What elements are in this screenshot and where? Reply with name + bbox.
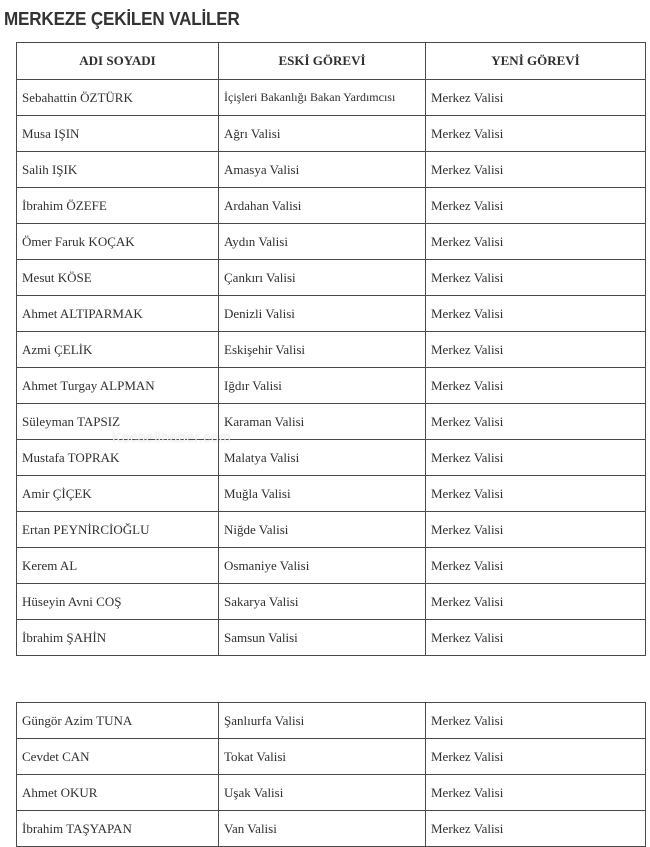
table-row: [17, 775, 646, 811]
cell-old-position: Niğde Valisi: [219, 512, 426, 548]
cell-name: Mustafa TOPRAK: [17, 440, 219, 476]
cell-name: Kerem AL: [17, 548, 219, 584]
cell-name: İbrahim ŞAHİN: [17, 620, 219, 656]
cell-new-position: Merkez Valisi: [426, 584, 646, 620]
cell-name: Amir ÇİÇEK: [17, 476, 219, 512]
table-row: [17, 188, 646, 224]
cell-new-position: Merkez Valisi: [426, 548, 646, 584]
cell-old-position: Çankırı Valisi: [219, 260, 426, 296]
cell-name: Salih IŞIK: [17, 152, 219, 188]
header-name: ADI SOYADI: [17, 43, 219, 80]
table-row: [17, 512, 646, 548]
table-row: [17, 476, 646, 512]
cell-old-position: Amasya Valisi: [219, 152, 426, 188]
cell-new-position: Merkez Valisi: [426, 739, 646, 775]
table-row: [17, 739, 646, 775]
cell-old-position: Samsun Valisi: [219, 620, 426, 656]
cell-old-position: Denizli Valisi: [219, 296, 426, 332]
cell-name: Güngör Azim TUNA: [17, 703, 219, 739]
cell-old-position: Karaman Valisi: [219, 404, 426, 440]
cell-old-position: Tokat Valisi: [219, 739, 426, 775]
cell-old-position: Osmaniye Valisi: [219, 548, 426, 584]
table-row: [17, 440, 646, 476]
cell-old-position: Eskişehir Valisi: [219, 332, 426, 368]
table-row: [17, 811, 646, 847]
cell-name: Musa IŞIN: [17, 116, 219, 152]
cell-name: Ertan PEYNİRCİOĞLU: [17, 512, 219, 548]
table-row: [17, 584, 646, 620]
table-row: [17, 80, 646, 116]
cell-new-position: Merkez Valisi: [426, 332, 646, 368]
cell-new-position: Merkez Valisi: [426, 152, 646, 188]
cell-old-position: Sakarya Valisi: [219, 584, 426, 620]
table-row: [17, 296, 646, 332]
cell-new-position: Merkez Valisi: [426, 620, 646, 656]
cell-name: Cevdet CAN: [17, 739, 219, 775]
governors-table-second: [16, 702, 646, 847]
table-row: [17, 703, 646, 739]
cell-old-position: Ardahan Valisi: [219, 188, 426, 224]
cell-new-position: Merkez Valisi: [426, 476, 646, 512]
cell-name: Ahmet OKUR: [17, 775, 219, 811]
header-new-position: YENİ GÖREVİ: [426, 43, 646, 80]
cell-old-position: Iğdır Valisi: [219, 368, 426, 404]
table-row: [17, 224, 646, 260]
cell-name: Ömer Faruk KOÇAK: [17, 224, 219, 260]
table-header-row: [17, 43, 646, 80]
cell-new-position: Merkez Valisi: [426, 811, 646, 847]
table-row: [17, 620, 646, 656]
table-row: [17, 368, 646, 404]
governors-table-main: [16, 42, 646, 656]
table-body-second: [17, 703, 646, 847]
table-row: [17, 260, 646, 296]
table-row: [17, 332, 646, 368]
table-row: [17, 548, 646, 584]
cell-old-position: İçişleri Bakanlığı Bakan Yardımcısı: [219, 80, 426, 116]
cell-new-position: Merkez Valisi: [426, 440, 646, 476]
cell-name: Ahmet ALTIPARMAK: [17, 296, 219, 332]
table-body-main: [17, 80, 646, 656]
cell-old-position: Aydın Valisi: [219, 224, 426, 260]
cell-new-position: Merkez Valisi: [426, 296, 646, 332]
cell-old-position: Van Valisi: [219, 811, 426, 847]
cell-old-position: Muğla Valisi: [219, 476, 426, 512]
cell-old-position: Şanlıurfa Valisi: [219, 703, 426, 739]
cell-new-position: Merkez Valisi: [426, 116, 646, 152]
cell-name: Sebahattin ÖZTÜRK: [17, 80, 219, 116]
cell-new-position: Merkez Valisi: [426, 404, 646, 440]
table-row: [17, 404, 646, 440]
cell-new-position: Merkez Valisi: [426, 512, 646, 548]
cell-new-position: Merkez Valisi: [426, 368, 646, 404]
cell-old-position: Malatya Valisi: [219, 440, 426, 476]
cell-new-position: Merkez Valisi: [426, 224, 646, 260]
cell-name: Hüseyin Avni COŞ: [17, 584, 219, 620]
cell-new-position: Merkez Valisi: [426, 188, 646, 224]
header-old-position: ESKİ GÖREVİ: [219, 43, 426, 80]
cell-name: Mesut KÖSE: [17, 260, 219, 296]
cell-new-position: Merkez Valisi: [426, 703, 646, 739]
cell-name: İbrahim TAŞYAPAN: [17, 811, 219, 847]
watermark: Kocaelihaber.com: [112, 429, 232, 445]
cell-name: Ahmet Turgay ALPMAN: [17, 368, 219, 404]
cell-name: Süleyman TAPSIZ: [17, 404, 219, 440]
cell-old-position: Uşak Valisi: [219, 775, 426, 811]
cell-new-position: Merkez Valisi: [426, 260, 646, 296]
cell-new-position: Merkez Valisi: [426, 80, 646, 116]
cell-old-position: Ağrı Valisi: [219, 116, 426, 152]
cell-name: Azmi ÇELİK: [17, 332, 219, 368]
table-row: [17, 116, 646, 152]
cell-new-position: Merkez Valisi: [426, 775, 646, 811]
cell-name: İbrahim ÖZEFE: [17, 188, 219, 224]
page-title: MERKEZE ÇEKİLEN VALİLER: [4, 9, 240, 29]
table-row: [17, 152, 646, 188]
